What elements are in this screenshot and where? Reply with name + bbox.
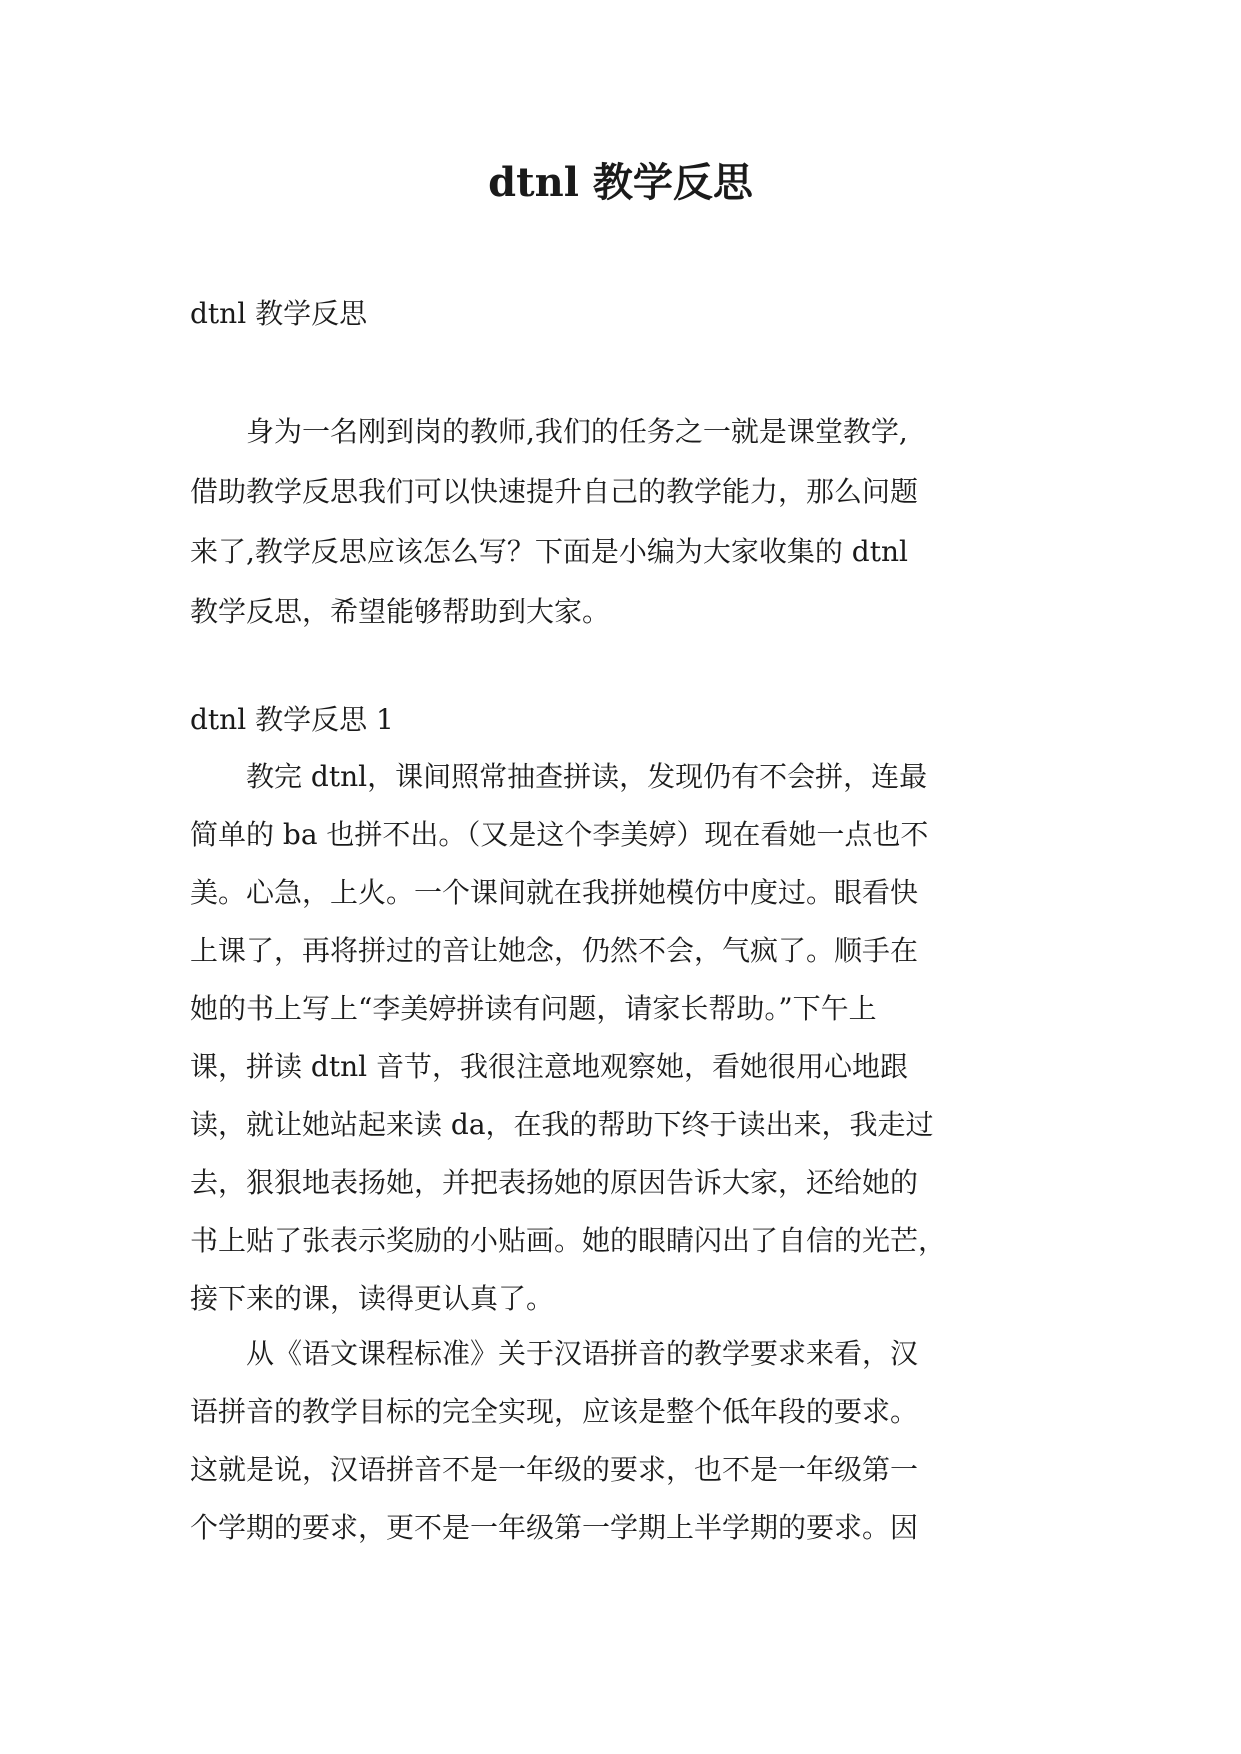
paragraph-line: 语拼音的教学目标的完全实现，应该是整个低年段的要求。 — [190, 1395, 919, 1428]
intro-line: 身为一名刚到岗的教师,我们的任务之一就是课堂教学, — [190, 415, 908, 448]
paragraph-line: 接下来的课，读得更认真了。 — [190, 1282, 555, 1315]
body-paragraph-1 — [190, 748, 1080, 1328]
paragraph-line: 书上贴了张表示奖励的小贴画。她的眼睛闪出了自信的光芒， — [190, 1224, 947, 1257]
paragraph-line: 读，就让她站起来读 da，在我的帮助下终于读出来，我走过 — [190, 1108, 934, 1141]
body-paragraph-2 — [190, 1325, 1080, 1557]
paragraph-line: 从《语文课程标准》关于汉语拼音的教学要求来看，汉 — [190, 1337, 919, 1370]
paragraph-line: 这就是说，汉语拼音不是一年级的要求，也不是一年级第一 — [190, 1453, 919, 1486]
intro-line: 教学反思，希望能够帮助到大家。 — [190, 595, 611, 628]
paragraph-line: 她的书上写上“李美婷拼读有问题，请家长帮助。”下午上 — [190, 992, 877, 1025]
paragraph-line: 课，拼读 dtnl 音节，我很注意地观察她，看她很用心地跟 — [190, 1050, 908, 1083]
paragraph-line: 教完 dtnl，课间照常抽查拼读，发现仍有不会拼，连最 — [190, 760, 928, 793]
paragraph-line: 个学期的要求，更不是一年级第一学期上半学期的要求。因 — [190, 1511, 919, 1544]
intro-line: 借助教学反思我们可以快速提升自己的教学能力，那么问题 — [190, 475, 919, 508]
paragraph-line: 去，狠狠地表扬她，并把表扬她的原因告诉大家，还给她的 — [190, 1166, 919, 1199]
intro-paragraph — [190, 402, 1080, 642]
document-subtitle: dtnl 教学反思 — [190, 297, 368, 330]
paragraph-line: 上课了，再将拼过的音让她念，仍然不会，气疯了。顺手在 — [190, 934, 919, 967]
intro-line: 来了,教学反思应该怎么写？下面是小编为大家收集的 dtnl — [190, 535, 908, 568]
paragraph-line: 简单的 ba 也拼不出。（又是这个李美婷）现在看她一点也不 — [190, 818, 929, 851]
paragraph-line: 美。心急，上火。一个课间就在我拼她模仿中度过。眼看快 — [190, 876, 919, 909]
document-title: dtnl 教学反思 — [488, 159, 753, 206]
section-heading: dtnl 教学反思 1 — [190, 703, 394, 736]
